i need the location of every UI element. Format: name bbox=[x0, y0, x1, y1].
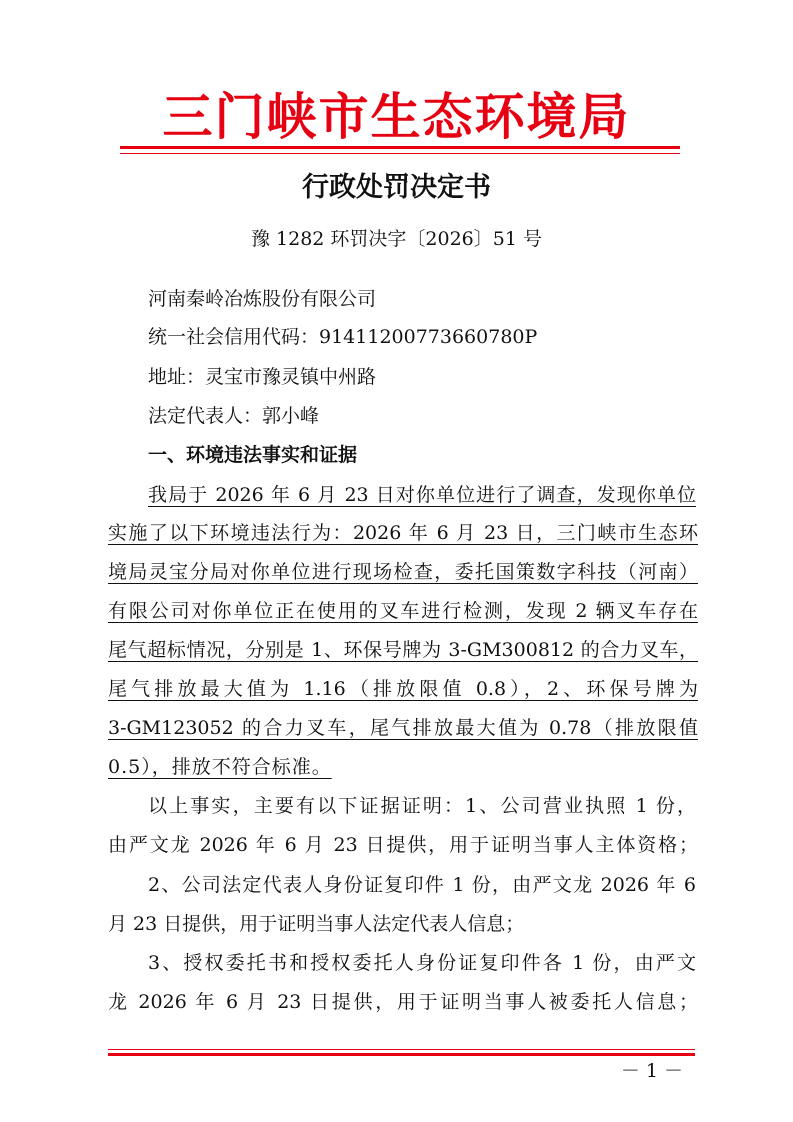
facts-line: 3-GM123052 的合力叉车，尾气排放最大值为 0.78（排放限值 bbox=[108, 717, 698, 739]
document-title: 行政处罚决定书 bbox=[302, 172, 491, 203]
header-rule-thick bbox=[120, 146, 680, 149]
party-name: 河南秦岭冶炼股份有限公司 bbox=[148, 288, 377, 310]
facts-line: 实施了以下环境违法行为：2026 年 6 月 23 日，三门峡市生态环 bbox=[108, 522, 698, 544]
evidence-line: 以上事实，主要有以下证据证明：1、公司营业执照 1 份， bbox=[148, 795, 696, 817]
evidence-line: 月 23 日提供，用于证明当事人法定代表人信息； bbox=[108, 913, 525, 935]
header-rule-thin bbox=[120, 153, 680, 154]
document-number: 豫 1282 环罚决字〔2026〕51 号 bbox=[250, 228, 542, 250]
facts-line: 尾气排放最大值为 1.16（排放限值 0.8），2、环保号牌为 bbox=[108, 678, 698, 700]
facts-line: 有限公司对你单位正在使用的叉车进行检测，发现 2 辆叉车存在 bbox=[108, 600, 698, 622]
evidence-line: 由严文龙 2026 年 6 月 23 日提供，用于证明当事人主体资格； bbox=[108, 834, 698, 856]
issuer-title: 三门峡市生态环境局 bbox=[162, 87, 631, 146]
evidence-line: 龙 2026 年 6 月 23 日提供，用于证明当事人被委托人信息； bbox=[108, 991, 698, 1013]
evidence-line: 3、授权委托书和授权委托人身份证复印件各 1 份，由严文 bbox=[148, 952, 696, 974]
party-legal-rep: 法定代表人：郭小峰 bbox=[148, 405, 320, 427]
facts-line: 0.5），排放不符合标准。 bbox=[108, 756, 332, 778]
evidence-line: 2、公司法定代表人身份证复印件 1 份，由严文龙 2026 年 6 bbox=[148, 874, 696, 896]
footer-rule-thin bbox=[108, 1049, 695, 1050]
party-credit-code: 统一社会信用代码：91411200773660780P bbox=[148, 326, 538, 348]
footer-rule-thick bbox=[108, 1053, 695, 1056]
page-number: － 1 － bbox=[620, 1060, 683, 1082]
facts-line: 境局灵宝分局对你单位进行现场检查，委托国策数字科技（河南） bbox=[108, 561, 698, 583]
section-heading-violations: 一、环境违法事实和证据 bbox=[148, 444, 358, 466]
facts-line: 尾气超标情况，分别是 1、环保号牌为 3-GM300812 的合力叉车， bbox=[108, 639, 698, 661]
facts-line: 我局于 2026 年 6 月 23 日对你单位进行了调查，发现你单位 bbox=[148, 484, 696, 506]
party-address: 地址：灵宝市豫灵镇中州路 bbox=[148, 366, 377, 388]
